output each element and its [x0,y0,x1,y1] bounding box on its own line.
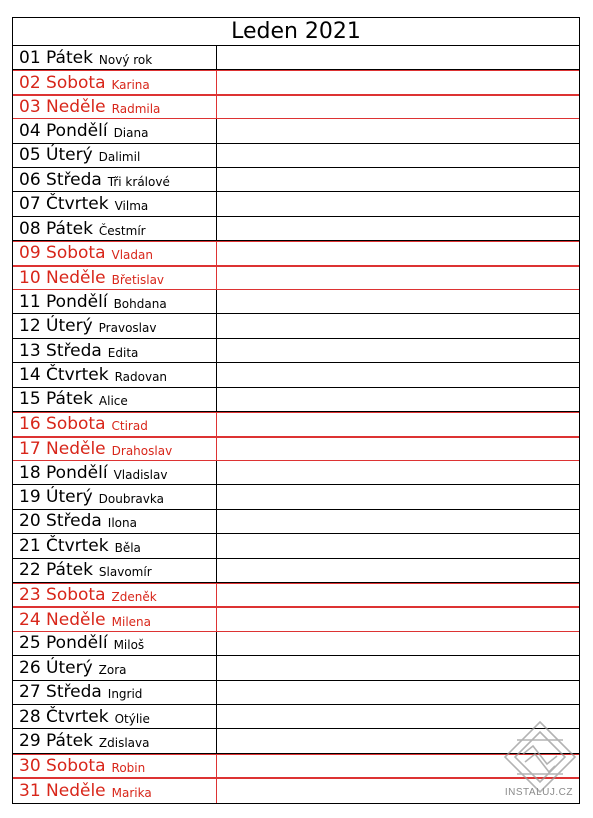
note-cell[interactable] [217,632,579,655]
note-cell[interactable] [217,388,579,411]
day-label: 06 Středa [19,169,102,190]
note-cell[interactable] [217,681,579,704]
day-label: 07 Čtvrtek [19,194,109,215]
calendar-row [13,632,579,656]
name-day-label: Čestmír [98,223,146,238]
name-day-label: Vladislav [113,467,168,482]
note-cell[interactable] [217,119,579,142]
calendar-row [13,437,579,461]
day-cell [13,461,217,484]
day-cell [13,71,217,93]
note-cell[interactable] [217,608,579,630]
name-day-label: Ingrid [107,687,143,702]
name-day-label: Slavomír [98,565,152,580]
name-day-label: Zdeněk [111,590,157,605]
day-label: 12 Úterý [19,316,93,337]
day-label: 31 Neděle [19,780,106,801]
day-label: 13 Středa [19,340,102,361]
name-day-label: Miloš [113,638,145,653]
name-day-label: Alice [98,394,128,409]
day-cell [13,559,217,582]
day-label: 17 Neděle [19,438,106,459]
note-cell[interactable] [217,96,579,118]
name-day-label: Milena [111,614,152,629]
day-cell [13,217,217,240]
name-day-label: Karina [111,77,150,92]
note-cell[interactable] [217,242,579,264]
day-label: 26 Úterý [19,657,93,678]
calendar-row [13,534,579,558]
day-cell [13,413,217,435]
calendar-table [12,17,580,804]
day-cell [13,608,217,630]
day-label: 01 Pátek [19,47,93,68]
day-cell [13,314,217,337]
calendar-rows [13,46,579,803]
note-cell[interactable] [217,534,579,557]
day-cell [13,119,217,142]
calendar-row [13,388,579,412]
day-label: 18 Pondělí [19,462,108,483]
name-day-label: Ilona [107,516,137,531]
note-cell[interactable] [217,168,579,191]
day-cell [13,656,217,679]
calendar-row [13,607,579,631]
note-cell[interactable] [217,314,579,337]
name-day-label: Pravoslav [98,321,157,336]
day-cell [13,584,217,606]
day-cell [13,242,217,264]
name-day-label: Dalimil [98,150,141,165]
name-day-label: Nový rok [98,52,153,67]
note-cell[interactable] [217,46,579,69]
day-label: 19 Úterý [19,487,93,508]
calendar-row [13,510,579,534]
note-cell[interactable] [217,339,579,362]
calendar-row [13,485,579,509]
name-day-label: Robin [111,760,146,775]
day-label: 23 Sobota [19,585,106,606]
note-cell[interactable] [217,71,579,93]
calendar-row [13,339,579,363]
name-day-label: Ctirad [111,419,148,434]
note-cell[interactable] [217,584,579,606]
calendar-row [13,217,579,241]
day-cell [13,510,217,533]
day-cell [13,96,217,118]
note-cell[interactable] [217,461,579,484]
day-label: 20 Středa [19,511,102,532]
day-cell [13,485,217,508]
day-label: 11 Pondělí [19,291,108,312]
name-day-label: Běla [114,540,141,555]
note-cell[interactable] [217,413,579,435]
calendar-row [13,705,579,729]
calendar-row [13,266,579,290]
day-label: 30 Sobota [19,755,106,776]
calendar-row [13,95,579,119]
note-cell[interactable] [217,559,579,582]
day-cell [13,290,217,313]
note-cell[interactable] [217,363,579,386]
calendar-row [13,314,579,338]
day-label: 16 Sobota [19,414,106,435]
day-label: 03 Neděle [19,97,106,118]
day-label: 22 Pátek [19,560,93,581]
calendar-row [13,144,579,168]
day-label: 05 Úterý [19,145,93,166]
calendar-row [13,461,579,485]
calendar-row [13,192,579,216]
note-cell[interactable] [217,290,579,313]
day-label: 08 Pátek [19,218,93,239]
name-day-label: Edita [107,345,139,360]
name-day-label: Vilma [114,199,149,214]
day-label: 04 Pondělí [19,120,108,141]
name-day-label: Zdislava [98,736,150,751]
note-cell[interactable] [217,485,579,508]
name-day-label: Břetislav [111,272,165,287]
day-cell [13,779,217,802]
day-cell [13,632,217,655]
day-label: 29 Pátek [19,731,93,752]
day-cell [13,388,217,411]
name-day-label: Bohdana [113,296,167,311]
name-day-label: Zora [98,662,127,677]
calendar-row [13,729,579,753]
calendar-title: Leden 2021 [13,18,579,46]
calendar-row [13,241,579,265]
name-day-label: Diana [113,125,149,140]
day-cell [13,363,217,386]
day-cell [13,144,217,167]
name-day-label: Tři králové [107,174,170,189]
name-day-label: Radmila [111,102,161,117]
note-cell[interactable] [217,192,579,215]
calendar-row [13,46,579,70]
name-day-label: Marika [111,785,152,800]
day-label: 27 Středa [19,682,102,703]
day-label: 28 Čtvrtek [19,706,109,727]
watermark-text: INSTALUJ.CZ [504,787,573,798]
day-label: 09 Sobota [19,243,106,264]
day-label: 21 Čtvrtek [19,535,109,556]
day-cell [13,168,217,191]
day-cell [13,705,217,728]
day-label: 15 Pátek [19,389,93,410]
calendar-row [13,119,579,143]
day-cell [13,267,217,289]
calendar-row [13,754,579,778]
day-label: 14 Čtvrtek [19,364,109,385]
note-cell[interactable] [217,656,579,679]
calendar-row [13,681,579,705]
day-cell [13,438,217,460]
note-cell[interactable] [217,267,579,289]
name-day-label: Vladan [111,248,153,263]
calendar-row [13,559,579,583]
note-cell[interactable] [217,510,579,533]
note-cell[interactable] [217,438,579,460]
day-cell [13,729,217,752]
note-cell[interactable] [217,217,579,240]
calendar-row [13,412,579,436]
day-label: 02 Sobota [19,72,106,93]
day-label: 25 Pondělí [19,633,108,654]
calendar-row [13,70,579,94]
day-cell [13,192,217,215]
name-day-label: Drahoslav [111,443,173,458]
name-day-label: Radovan [114,369,168,384]
day-cell [13,339,217,362]
calendar-row [13,290,579,314]
day-label: 24 Neděle [19,609,106,630]
day-cell [13,755,217,777]
calendar-row [13,168,579,192]
name-day-label: Doubravka [98,492,164,507]
calendar-row [13,656,579,680]
calendar-row [13,583,579,607]
calendar-row [13,363,579,387]
calendar-row [13,778,579,802]
day-cell [13,681,217,704]
note-cell[interactable] [217,144,579,167]
day-cell [13,534,217,557]
name-day-label: Otýlie [114,711,150,726]
day-label: 10 Neděle [19,267,106,288]
day-cell [13,46,217,69]
